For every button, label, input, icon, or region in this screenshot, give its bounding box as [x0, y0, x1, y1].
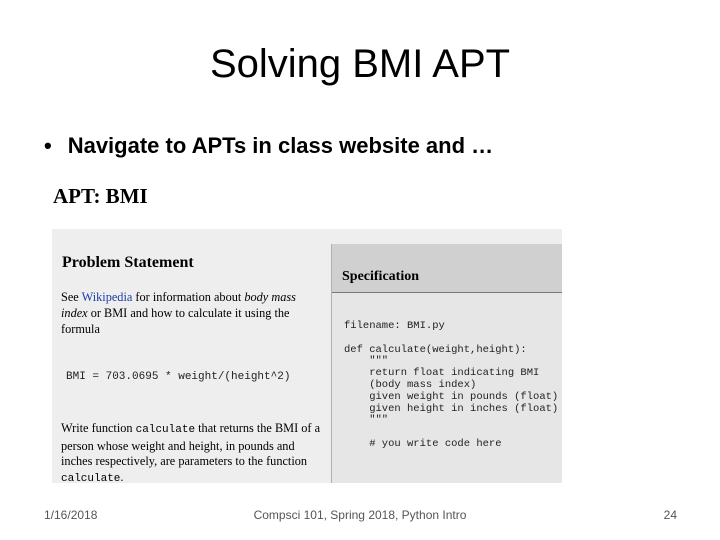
footer-page-number: 24 — [663, 508, 677, 522]
footer-date: 1/16/2018 — [44, 508, 98, 522]
specification-code: filename: BMI.py def calculate(weight,height): """ return float indicating BMI (body mass index) given weight in pounds (float) given height in inches (float) """ # you write code here — [344, 320, 559, 450]
specification-header — [332, 244, 562, 293]
func-name-2: calculate — [61, 472, 121, 483]
ps-text-suffix: or BMI and how to calculate it using the formula — [61, 306, 290, 336]
apt-heading: APT: BMI — [53, 184, 148, 208]
bullet-dot: • — [44, 133, 52, 158]
bullet-item — [44, 133, 493, 159]
footer-course: Compsci 101, Spring 2018, Python Intro — [253, 508, 467, 522]
problem-statement-text — [61, 289, 323, 337]
problem-statement-text-2 — [61, 421, 329, 483]
ps-text-prefix: See — [61, 290, 82, 304]
bullet-text: Navigate to APTs in class website and … — [67, 133, 494, 158]
ps-text2-prefix: Write function — [61, 421, 136, 435]
bmi-formula: BMI = 703.0695 * weight/(height^2) — [66, 371, 291, 383]
ps-text-em: body mass index — [61, 290, 296, 320]
apt-screenshot — [52, 229, 562, 483]
specification-title: Specification — [342, 269, 419, 284]
ps-text2-mid: that returns the BMI of a person whose weight and height, in pounds and inches respectively, are parameters to the function — [61, 421, 321, 468]
wikipedia-link[interactable]: Wikipedia — [81, 290, 133, 304]
slide-title: Solving BMI APT — [209, 42, 511, 86]
ps-text-mid: for information about — [132, 290, 245, 304]
func-name: calculate — [135, 424, 196, 436]
specification-panel — [331, 244, 562, 483]
problem-statement-title: Problem Statement — [62, 254, 194, 271]
ps-text2-end: . — [120, 469, 124, 483]
